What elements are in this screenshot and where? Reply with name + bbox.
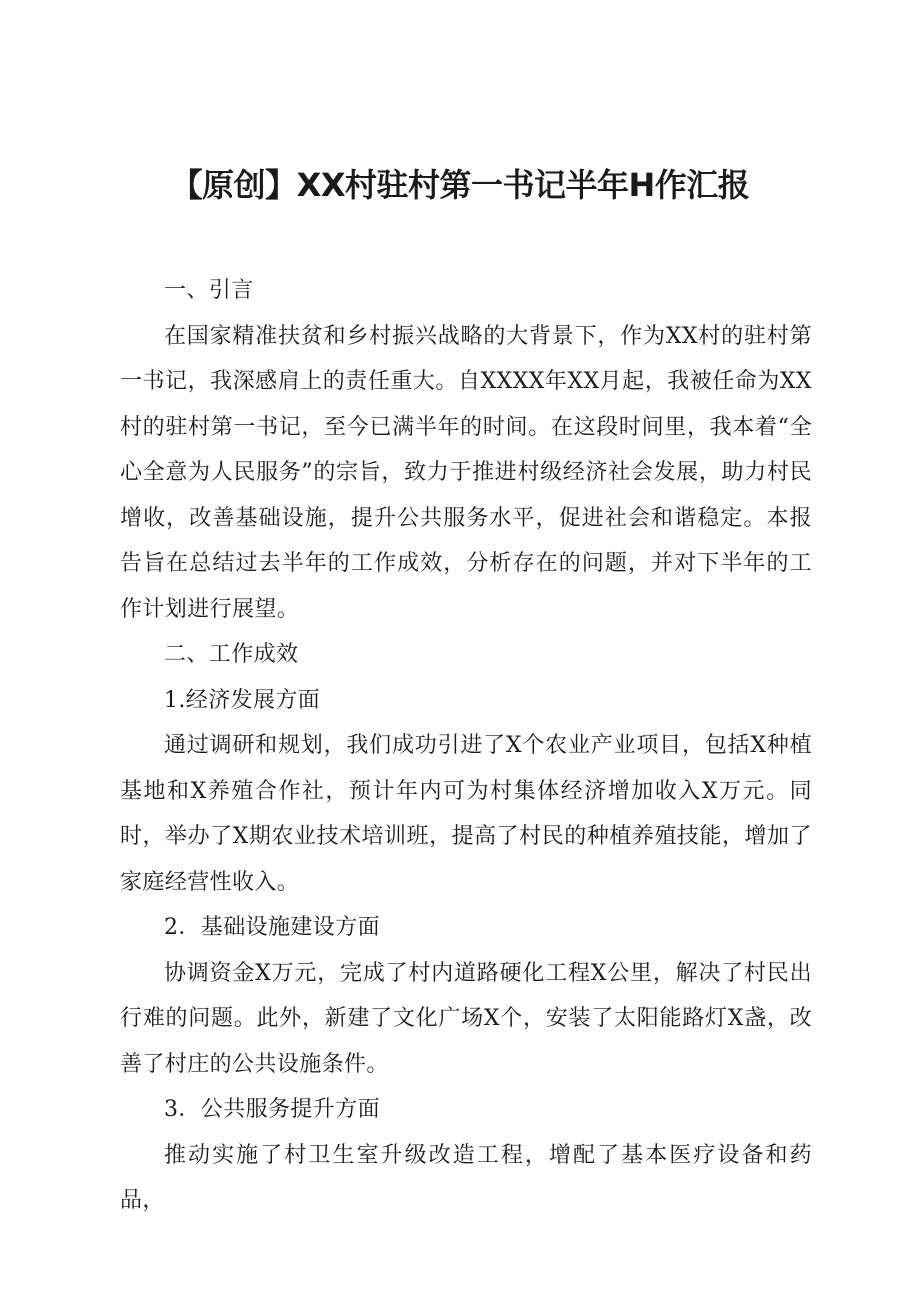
subheading-economic-development: 1.经济发展方面: [164, 687, 321, 713]
paragraph-introduction: 在国家精准扶贫和乡村振兴战略的大背景下，作为XX村的驻村第一书记，我深感肩上的责任重大。自XXXX年XX月起，我被任命为XX村的驻村第一书记，至今已满半年的时间。在这段时间里，我本着“全心全意为人民服务”的宗旨，致力于推进村级经济社会发展，助力村民增收，改善基础设施，提升公共服务水平，促进社会和谐稳定。本报告旨在总结过去半年的工作成效，分析存在的问题，并对下半年的工作计划进行展望。: [120, 323, 812, 622]
paragraph-economic-development: 通过调研和规划，我们成功引进了X个农业产业项目，包括X种植基地和X养殖合作社，预计年内可为村集体经济增加收入X万元。同时，举办了X期农业技术培训班，提高了村民的种植养殖技能，增加了家庭经营性收入。: [120, 733, 812, 895]
paragraph-infrastructure: 协调资金X万元，完成了村内道路硬化工程X公里，解决了村民出行难的问题。此外，新建了文化广场X个，安装了太阳能路灯X盏，改善了村庄的公共设施条件。: [120, 960, 812, 1077]
subheading-infrastructure: 2．基础设施建设方面: [164, 915, 380, 940]
section-heading-achievements: 二、工作成效: [164, 642, 299, 667]
section-heading-introduction: 一、引言: [164, 278, 254, 303]
paragraph-public-services: 推动实施了村卫生室升级改造工程，增配了基本医疗设备和药品，: [120, 1142, 812, 1213]
subheading-public-services: 3．公共服务提升方面: [164, 1097, 380, 1122]
document-title: 【原创】XX村驻村第一书记半年H作汇报: [170, 166, 750, 204]
document-body: [120, 268, 812, 1224]
